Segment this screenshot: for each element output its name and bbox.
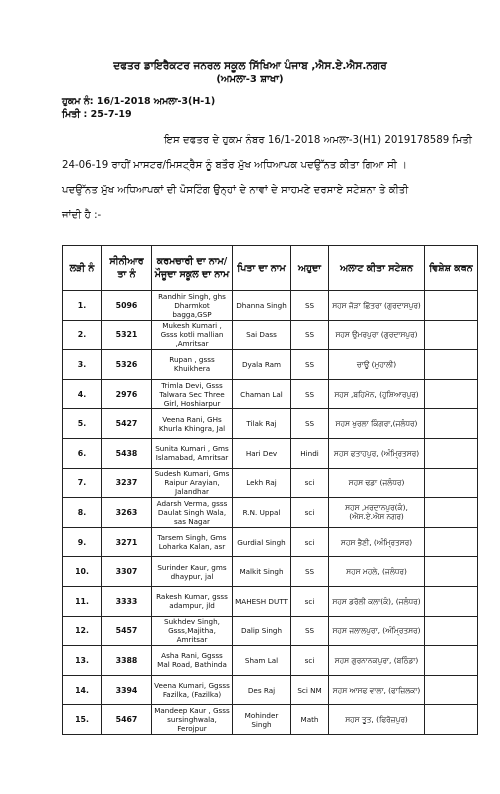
table-row	[63, 350, 478, 380]
father-cell: Gurdial Singh	[233, 527, 291, 557]
father-cell: Hari Dev	[233, 438, 291, 468]
father-cell: Des Raj	[233, 675, 291, 705]
employee-cell: Trimla Devi, Gsss Talwara Sec Three Girl, Hoshiarpur	[152, 379, 233, 409]
remarks-cell	[425, 379, 478, 409]
header-remarks: ਵਿਸ਼ੇਸ਼ ਕਥਨ	[425, 246, 478, 291]
station-cell: ਸਹਸ ਜਲਾਲਪੁਰਾ, (ਅੰਮ੍ਰਿਤਸਰ)	[329, 616, 425, 646]
header-employee-school: ਕਰਮਚਾਰੀ ਦਾ ਨਾਮ/ਮੌਜੂਦਾ ਸਕੂਲ ਦਾ ਨਾਮ	[152, 246, 233, 291]
seniority-cell: 5326	[102, 350, 152, 380]
post-cell: Sci NM	[291, 675, 329, 705]
remarks-cell	[425, 527, 478, 557]
table-row	[63, 705, 478, 735]
table-row	[63, 379, 478, 409]
post-cell: SS	[291, 616, 329, 646]
father-cell: Dhanna Singh	[233, 291, 291, 321]
header-father-name: ਪਿਤਾ ਦਾ ਨਾਮ	[233, 246, 291, 291]
station-cell: ਸਹਸ ਢਡਾ (ਜਲੰਧਰ)	[329, 468, 425, 498]
body-line-3: ਪਦਉੱਨਤ ਮੁੱਖ ਅਧਿਆਪਕਾਂ ਦੀ ਪੋਸਟਿੰਗ ਉਨ੍ਹਾਂ ਦੇ ਨਾਵਾਂ ਦੇ ਸਾਹਮਣੇ ਦਰਸਾਏ ਸਟੇਸ਼ਨਾ ਤੇ ਕੀਤੀ	[62, 185, 409, 196]
seniority-cell: 3271	[102, 527, 152, 557]
office-heading: ਦਫਤਰ ਡਾਇਰੈਕਟਰ ਜਨਰਲ ਸਕੂਲ ਸਿੱਖਿਆ ਪੰਜਾਬ ,ਐਸ.ਏ.ਐਸ.ਨਗਰ	[113, 60, 387, 72]
postings-table	[62, 245, 478, 735]
serial-cell: 14.	[63, 675, 102, 705]
header-seniority: ਸੀਨੀਆਰ ਤਾ ਨੰ	[102, 246, 152, 291]
employee-cell: Surinder Kaur, gms dhaypur, jal	[152, 557, 233, 587]
serial-cell: 2.	[63, 320, 102, 350]
employee-cell: Rakesh Kumar, gsss adampur, jld	[152, 586, 233, 616]
header-allotted-station: ਅਲਾਟ ਕੀਤਾ ਸਟੇਸ਼ਨ	[329, 246, 425, 291]
post-cell: SS	[291, 320, 329, 350]
station-cell: ਸਹਸ ,ਮਰਦਾਨਪੁਰ(ਕੰ), (ਐਸ.ਏ.ਐਸ ਨਗਰ)	[329, 498, 425, 528]
father-cell: Tilak Raj	[233, 409, 291, 439]
station-cell: ਸਹਸ ਤੂਤ, (ਫਿਰੋਜ਼ਪੁਰ)	[329, 705, 425, 735]
remarks-cell	[425, 646, 478, 676]
order-number: ਹੁਕਮ ਨੰ: 16/1-2018 ਅਮਲਾ-3(H-1)	[62, 96, 216, 107]
table-row	[63, 291, 478, 321]
post-cell: SS	[291, 379, 329, 409]
post-cell: sci	[291, 646, 329, 676]
table-row	[63, 468, 478, 498]
table-row	[63, 616, 478, 646]
table-row	[63, 409, 478, 439]
father-cell: MAHESH DUTT	[233, 586, 291, 616]
table-row	[63, 646, 478, 676]
father-cell: Dalip Singh	[233, 616, 291, 646]
body-line-2: 24-06-19 ਰਾਹੀਂ ਮਾਸਟਰ/ਮਿਸਟ੍ਰੈਸ ਨੂੰ ਬਤੌਰ ਮੁੱਖ ਅਧਿਆਪਕ ਪਦਉੱਨਤ ਕੀਤਾ ਗਿਆ ਸੀ ।	[62, 160, 408, 171]
header-serial: ਲੜੀ ਨੰ	[63, 246, 102, 291]
employee-cell: Adarsh Verma, gsss Daulat Singh Wala, sas Nagar	[152, 498, 233, 528]
remarks-cell	[425, 320, 478, 350]
station-cell: ਸਹਸ ਉਮਰਪੁਰਾ (ਗੁਰਦਾਸਪੁਰ)	[329, 320, 425, 350]
table-row	[63, 675, 478, 705]
serial-cell: 3.	[63, 350, 102, 380]
branch-subheading: (ਅਮਲਾ-3 ਸ਼ਾਖਾ)	[216, 74, 284, 85]
post-cell: SS	[291, 409, 329, 439]
remarks-cell	[425, 438, 478, 468]
employee-cell: Asha Rani, Ggsss Mal Road, Bathinda	[152, 646, 233, 676]
seniority-cell: 5438	[102, 438, 152, 468]
seniority-cell: 3394	[102, 675, 152, 705]
remarks-cell	[425, 557, 478, 587]
remarks-cell	[425, 468, 478, 498]
table-row	[63, 557, 478, 587]
employee-cell: Sudesh Kumari, Gms Raipur Arayian, Jalandhar	[152, 468, 233, 498]
post-cell: SS	[291, 557, 329, 587]
remarks-cell	[425, 705, 478, 735]
header-post: ਅਹੁਦਾ	[291, 246, 329, 291]
father-cell: Dyala Ram	[233, 350, 291, 380]
post-cell: sci	[291, 586, 329, 616]
body-line-4: ਜਾਂਦੀ ਹੈ :-	[62, 210, 102, 221]
seniority-cell: 2976	[102, 379, 152, 409]
seniority-cell: 5467	[102, 705, 152, 735]
remarks-cell	[425, 350, 478, 380]
post-cell: sci	[291, 468, 329, 498]
table-row	[63, 527, 478, 557]
father-cell: Mohinder Singh	[233, 705, 291, 735]
station-cell: ਸਹਸ ਫਤਾਹਪੁਰ, (ਅੰਮ੍ਰਿਤਸਰ)	[329, 438, 425, 468]
serial-cell: 10.	[63, 557, 102, 587]
father-cell: R.N. Uppal	[233, 498, 291, 528]
serial-cell: 15.	[63, 705, 102, 735]
station-cell: ਸਹਸ ਖੁਰਲਾ ਕਿੰਗਰਾ,(ਜਲੰਧਰ)	[329, 409, 425, 439]
father-cell: Chaman Lal	[233, 379, 291, 409]
father-cell: Malkit Singh	[233, 557, 291, 587]
employee-cell: Veena Rani, GHs Khurla Khingra, Jal	[152, 409, 233, 439]
seniority-cell: 5457	[102, 616, 152, 646]
station-cell: ਸਹਸ ,ਬਹਿਮੋਨ, (ਹੁਸ਼ਿਆਰਪੁਰ)	[329, 379, 425, 409]
table-row	[63, 498, 478, 528]
seniority-cell: 5321	[102, 320, 152, 350]
father-cell: Sham Lal	[233, 646, 291, 676]
station-cell: ਚਾਊ (ਮੁਹਾਲੀ)	[329, 350, 425, 380]
table-header-row	[63, 246, 478, 291]
remarks-cell	[425, 498, 478, 528]
seniority-cell: 3388	[102, 646, 152, 676]
body-line-1: ਇਸ ਦਫਤਰ ਦੇ ਹੁਕਮ ਨੰਬਰ 16/1-2018 ਅਮਲਾ-3(H1) 2019178589 ਮਿਤੀ	[164, 135, 472, 146]
post-cell: sci	[291, 498, 329, 528]
post-cell: SS	[291, 350, 329, 380]
table-row	[63, 438, 478, 468]
employee-cell: Sunita Kumari , Gms Islamabad, Amritsar	[152, 438, 233, 468]
seniority-cell: 3307	[102, 557, 152, 587]
serial-cell: 12.	[63, 616, 102, 646]
employee-cell: Sukhdev Singh, Gsss,Majitha, Amritsar	[152, 616, 233, 646]
remarks-cell	[425, 409, 478, 439]
remarks-cell	[425, 616, 478, 646]
table-row	[63, 586, 478, 616]
seniority-cell: 3237	[102, 468, 152, 498]
station-cell: ਸਹਸ ਭੈਣੀ, (ਅੰਮ੍ਰਿਤਸਰ)	[329, 527, 425, 557]
serial-cell: 5.	[63, 409, 102, 439]
serial-cell: 6.	[63, 438, 102, 468]
seniority-cell: 3333	[102, 586, 152, 616]
serial-cell: 8.	[63, 498, 102, 528]
post-cell: Math	[291, 705, 329, 735]
station-cell: ਸਹਸ ਮਹਲੇ, (ਜਲੰਧਰ)	[329, 557, 425, 587]
serial-cell: 11.	[63, 586, 102, 616]
station-cell: ਸਹਸ ਡਰੋਲੀ ਕਲਾ(ਕੰ), (ਜਲੰਧਰ)	[329, 586, 425, 616]
serial-cell: 9.	[63, 527, 102, 557]
serial-cell: 7.	[63, 468, 102, 498]
post-cell: SS	[291, 291, 329, 321]
serial-cell: 13.	[63, 646, 102, 676]
seniority-cell: 5096	[102, 291, 152, 321]
post-cell: Hindi	[291, 438, 329, 468]
father-cell: Sai Dass	[233, 320, 291, 350]
order-date: ਮਿਤੀ : 25-7-19	[62, 109, 132, 120]
employee-cell: Mandeep Kaur , Gsss sursinghwala, Ferojpur	[152, 705, 233, 735]
remarks-cell	[425, 586, 478, 616]
remarks-cell	[425, 291, 478, 321]
father-cell: Lekh Raj	[233, 468, 291, 498]
employee-cell: Randhir Singh, ghs Dharmkot bagga,GSP	[152, 291, 233, 321]
employee-cell: Mukesh Kumari , Gsss kotli mallian ,Amritsar	[152, 320, 233, 350]
post-cell: sci	[291, 527, 329, 557]
seniority-cell: 3263	[102, 498, 152, 528]
seniority-cell: 5427	[102, 409, 152, 439]
table-row	[63, 320, 478, 350]
station-cell: ਸਹਸ ਗੁਰਨਾਨਕਪੁਰਾ, (ਬਠਿੰਡਾ)	[329, 646, 425, 676]
employee-cell: Rupan , gsss Khuikhera	[152, 350, 233, 380]
serial-cell: 4.	[63, 379, 102, 409]
serial-cell: 1.	[63, 291, 102, 321]
station-cell: ਸਹਸ ਆਸਫ ਵਾਲਾ, (ਫਾਜ਼ਿਲਕਾ)	[329, 675, 425, 705]
employee-cell: Veena Kumari, Ggsss Fazilka, (Fazilka)	[152, 675, 233, 705]
station-cell: ਸਹਸ ਜੋੜਾ ਛਿੱਤਰਾ (ਗੁਰਦਾਸਪੁਰ)	[329, 291, 425, 321]
employee-cell: Tarsem Singh, Gms Loharka Kalan, asr	[152, 527, 233, 557]
remarks-cell	[425, 675, 478, 705]
